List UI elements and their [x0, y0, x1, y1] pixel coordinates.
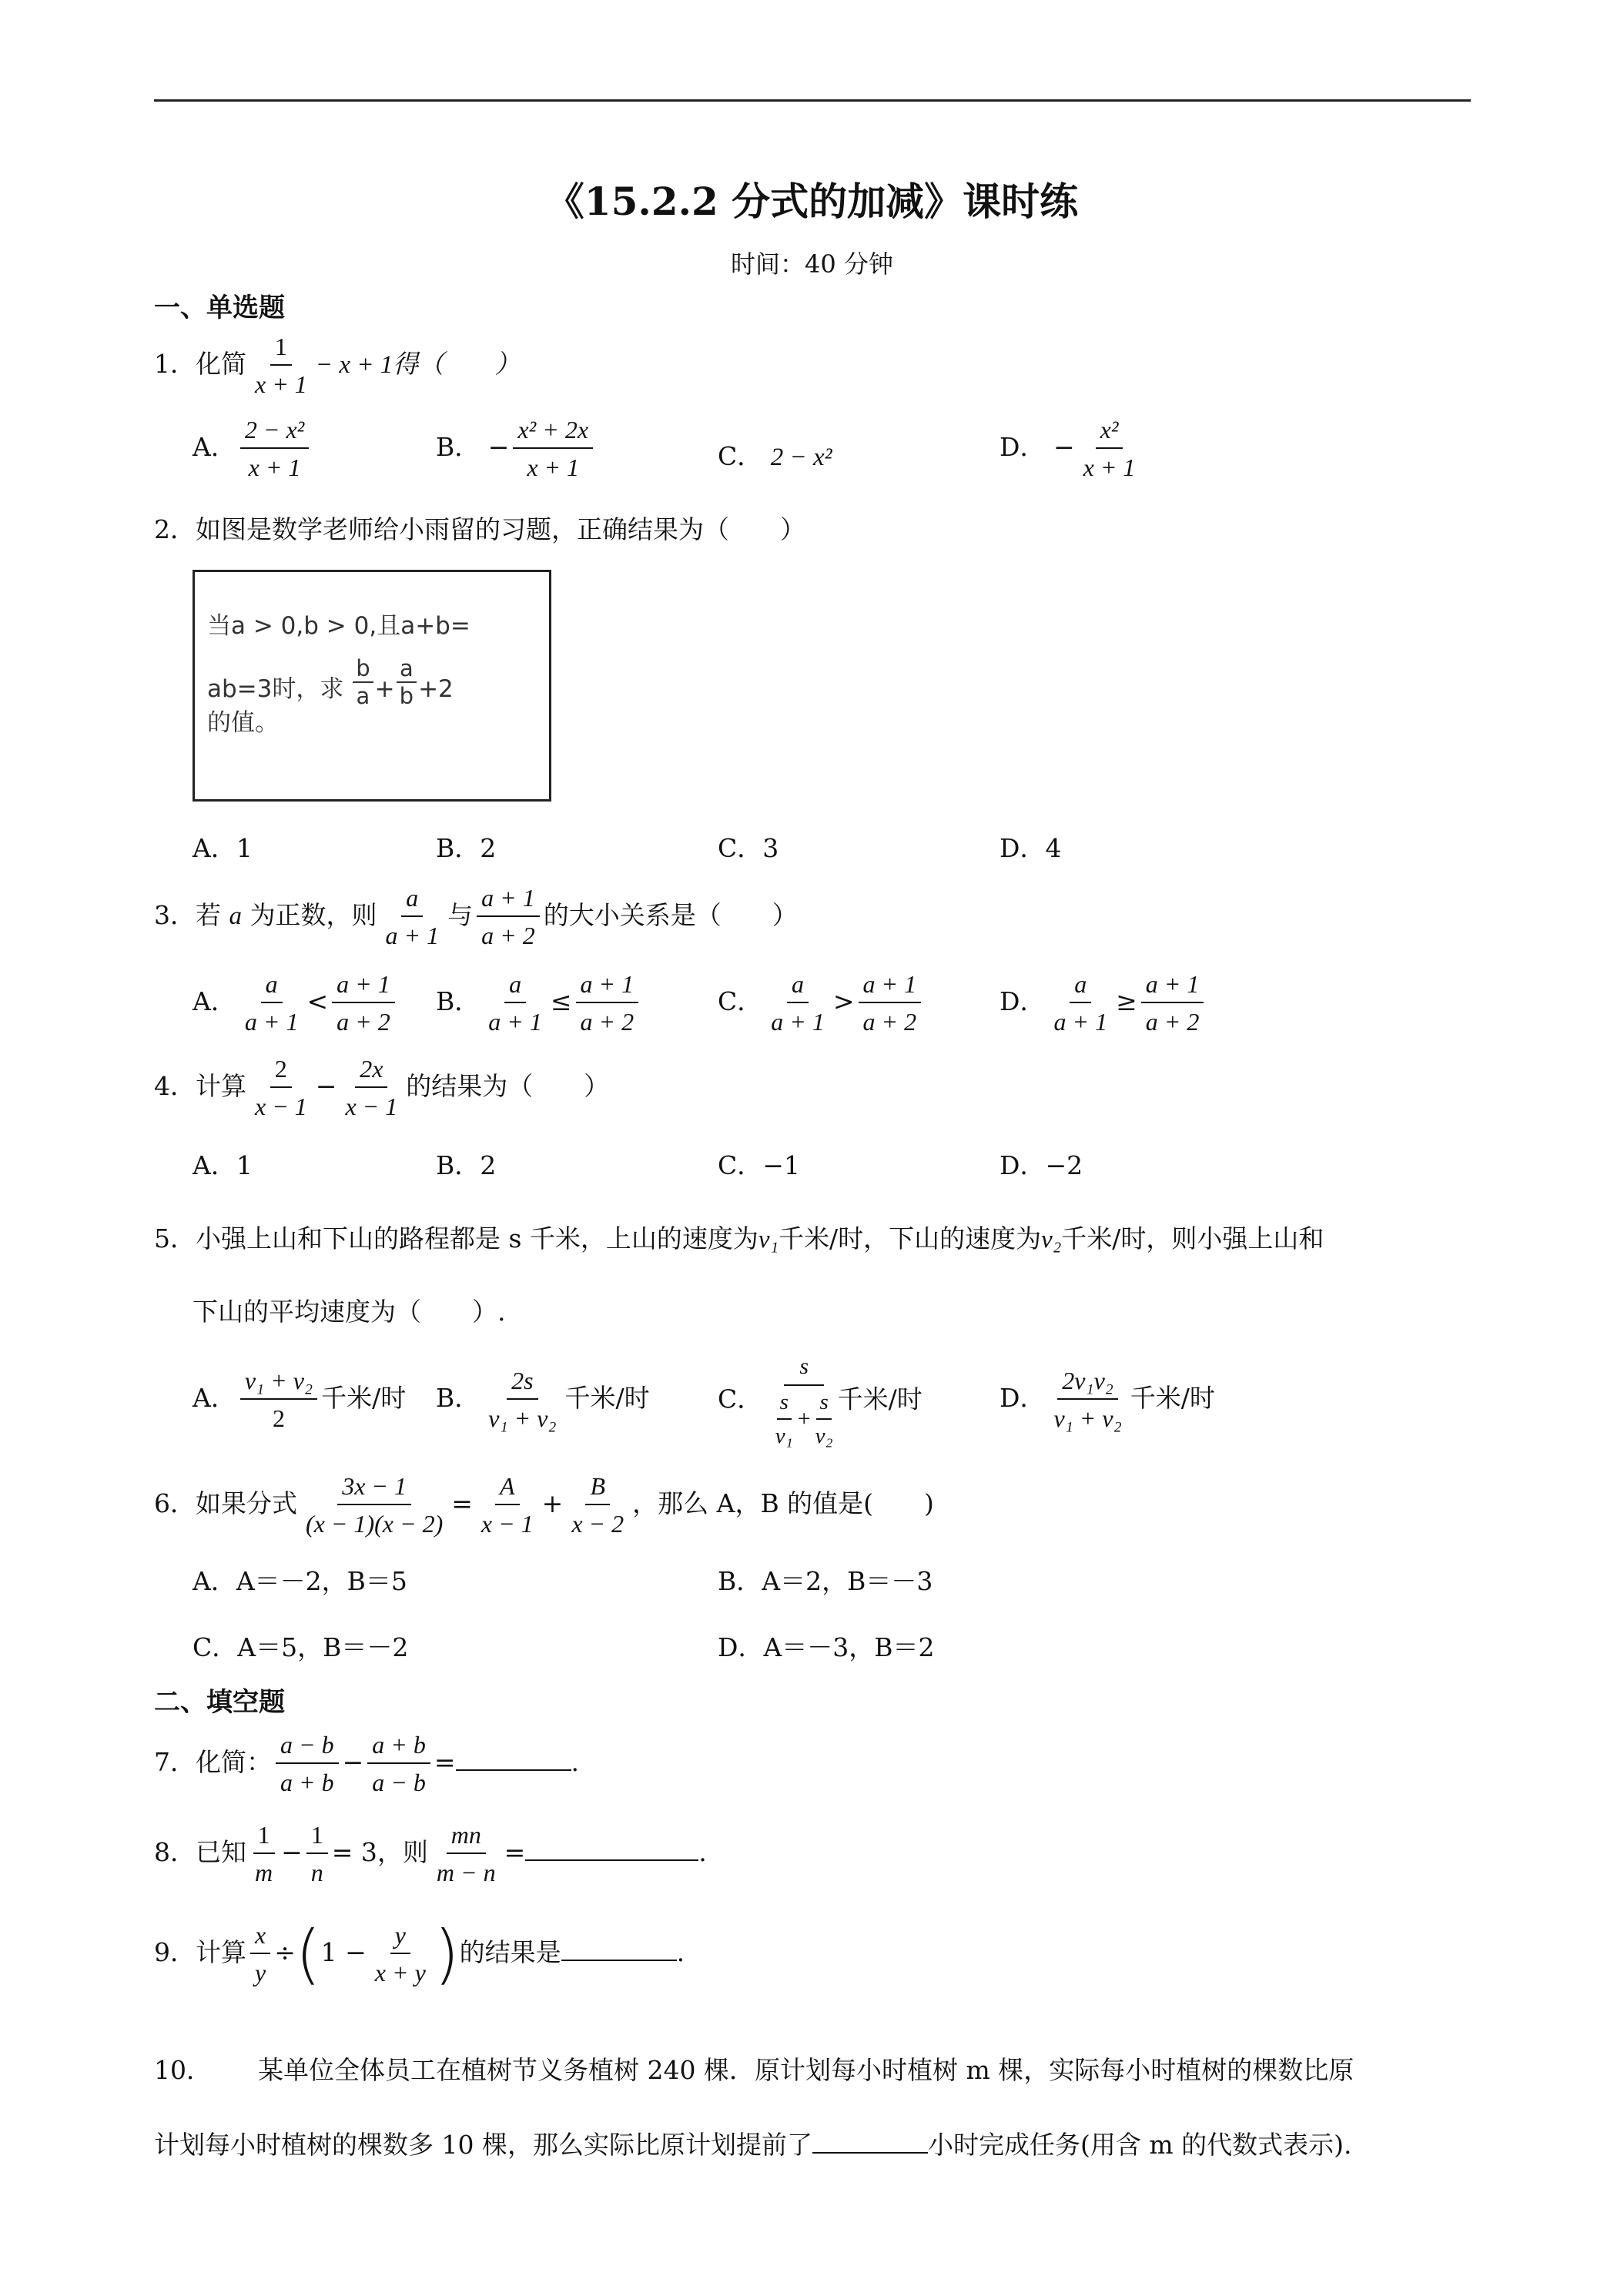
- q5-option-a[interactable]: A． $\frac{\text{v₁ + v₂}}{2}$ 千米/时: [193, 1367, 407, 1432]
- q2-option-b[interactable]: B．2: [436, 833, 497, 863]
- q1-option-a[interactable]: A． $\frac{\text{2 − x²}}{x + 1}$: [193, 416, 313, 482]
- question-5-line-1: 5．小强上山和下山的路程都是 s 千米，上山的速度为v₁千米/时，下山的速度为v₂千米/时，则小强上山和: [154, 1223, 1324, 1253]
- q6-option-a[interactable]: A．A＝－2，B＝5: [193, 1566, 407, 1596]
- q6-option-d[interactable]: D．A＝－3，B＝2: [718, 1632, 935, 1662]
- question-10-line-1: 10． 某单位全体员工在植树节义务植树 240 棵．原计划每小时植树 m 棵，实际每小时植树的棵数比原: [154, 2055, 1354, 2085]
- header-rule: [154, 99, 1471, 102]
- q6-option-b[interactable]: B．A＝2，B＝－3: [718, 1566, 933, 1596]
- q9-answer-blank[interactable]: [561, 1936, 677, 1961]
- q2-option-a[interactable]: A．1: [193, 833, 253, 863]
- q4-option-d[interactable]: D．−2: [1000, 1150, 1083, 1180]
- q5-option-c[interactable]: C． s $\frac{s}{\text{v₁}}$ + $\frac{s}{\text{v₂}}$ 千米/时: [718, 1354, 922, 1449]
- question-4: 4．计算 $\frac{2}{x - 1}$ − $\frac{2x}{x - 1}$ 的结果为（ ）: [154, 1055, 610, 1120]
- question-2: 2．如图是数学老师给小雨留的习题，正确结果为（ ）: [154, 514, 805, 544]
- question-10-line-2: 计划每小时植树的棵数多 10 棵，那么实际比原计划提前了 小时完成任务(用含 m 的代数式表示).: [154, 2130, 1352, 2160]
- q6-option-c[interactable]: C．A＝5，B＝－2: [193, 1632, 409, 1662]
- question-6: 6．如果分式 $\frac{3x - 1}{(x - 1)(x - 2)}$ = $\frac{A}{x - 1}$ + $\frac{B}{x - 2}$ ，那么 A，B 的值是( ): [154, 1472, 934, 1538]
- q2-option-d[interactable]: D．4: [1000, 833, 1062, 863]
- q4-option-a[interactable]: A．1: [193, 1150, 253, 1180]
- question-7: 7．化简： $\frac{a - b}{a + b}$ − $\frac{a + b}{a - b}$ = .: [154, 1731, 579, 1796]
- question-9: 9．计算 $\frac{x}{y}$ ÷(1 − $\frac{y}{x + y}$ )的结果是 .: [154, 1916, 685, 1992]
- q2-option-c[interactable]: C．3: [718, 833, 779, 863]
- question-8: 8．已知 $\frac{1}{m}$ − $\frac{1}{n}$ = 3，则 $\frac{mn}{m - n}$ = .: [154, 1821, 707, 1886]
- question-5-line-2: 下山的平均速度为（ ）.: [193, 1297, 506, 1327]
- q4-option-b[interactable]: B．2: [436, 1150, 497, 1180]
- q2-figure: [193, 570, 551, 802]
- q4-option-c[interactable]: C．−1: [718, 1150, 800, 1180]
- q1-option-d[interactable]: D． − $\frac{\text{x²}}{x + 1}$: [1000, 416, 1136, 481]
- section-fill-blank: 二、填空题: [154, 1687, 285, 1718]
- right-paren: ): [434, 1916, 460, 1992]
- time-limit: 时间：40 分钟: [731, 249, 893, 279]
- q5-option-b[interactable]: B． $\frac{2s}{\text{v₁ + v₂}}$ 千米/时: [436, 1367, 650, 1432]
- left-paren: (: [295, 1916, 321, 1992]
- q8-answer-blank[interactable]: [525, 1836, 698, 1861]
- section-single-choice: 一、单选题: [154, 293, 285, 323]
- q3-option-d[interactable]: D． $\frac{a}{a + 1}$ ≥ $\frac{a + 1}{a + 2}$: [1000, 970, 1207, 1036]
- question-3: 3．若 a 为正数，则 $\frac{a}{a + 1}$ 与 $\frac{a + 1}{a + 2}$ 的大小关系是（ ）: [154, 884, 798, 949]
- q1-option-b[interactable]: B． − $\frac{\text{x² + 2x}}{x + 1}$: [436, 416, 597, 482]
- q5-option-d[interactable]: D． $\frac{\text{2v₁v₂}}{\text{v₁ + v₂}}$ 千米/时: [1000, 1367, 1215, 1432]
- q10-answer-blank[interactable]: [812, 2129, 928, 2154]
- q3-option-a[interactable]: A． $\frac{a}{a + 1}$ < $\frac{a + 1}{a + 2}$: [193, 970, 399, 1036]
- fig-line-2: ab=3时，求 $\frac{b}{a}$ + $\frac{a}{b}$ +2: [207, 655, 454, 710]
- q3-option-b[interactable]: B． $\frac{a}{a + 1}$ ≤ $\frac{a + 1}{a + 2}$: [436, 970, 642, 1036]
- q7-answer-blank[interactable]: [456, 1746, 571, 1771]
- q1-option-c[interactable]: C． 2 − x²: [718, 441, 832, 471]
- q3-option-c[interactable]: C． $\frac{a}{a + 1}$ > $\frac{a + 1}{a + 2}$: [718, 970, 925, 1036]
- fig-line-3: 的值。: [207, 709, 279, 737]
- fig-line-1: 当a > 0,b > 0,且a+b=: [207, 612, 470, 640]
- page-title: 《15.2.2 分式的加减》课时练: [545, 179, 1079, 224]
- question-1: 1．化简 $\frac{1}{x + 1}$ − x + 1得（ ）: [154, 333, 521, 398]
